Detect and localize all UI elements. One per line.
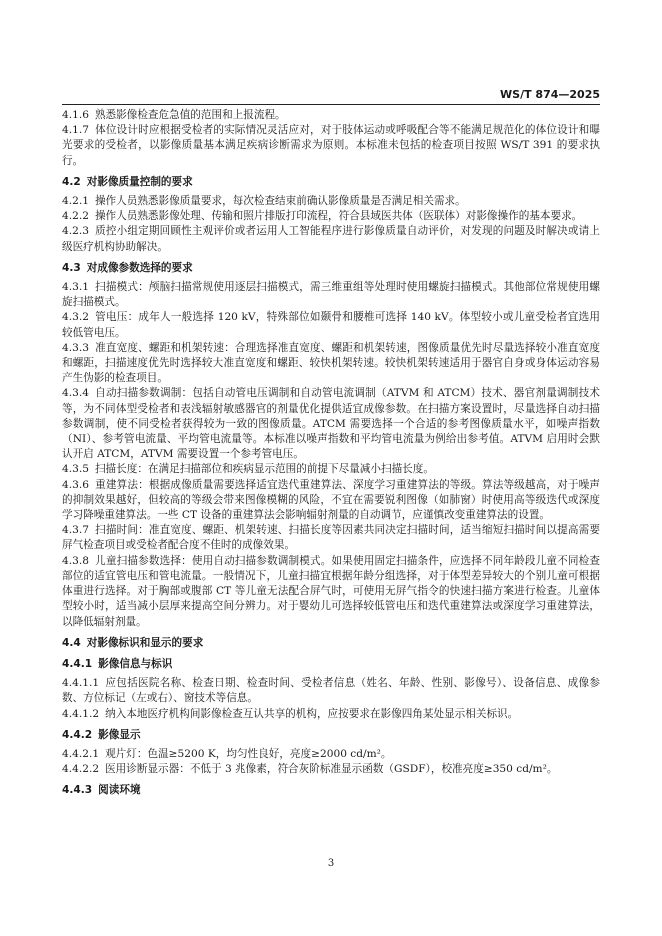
clause-paragraph <box>62 462 600 477</box>
clause-paragraph <box>62 194 600 209</box>
clause-paragraph <box>62 224 600 254</box>
clause-number: 4.4.1 <box>62 657 93 670</box>
clause-number: 4.1.6 <box>62 109 89 121</box>
clause-number: 4.3 <box>62 261 81 274</box>
clause-paragraph <box>62 676 600 706</box>
clause-number: 4.2.2 <box>62 210 89 223</box>
section-heading <box>62 261 600 276</box>
standard-code: WS/T 874—2025 <box>500 88 600 101</box>
clause-text: 影像显示 <box>98 728 141 741</box>
clause-text: 影像信息与标识 <box>98 657 173 670</box>
section-heading <box>62 783 600 798</box>
clause-text: 对影像质量控制的要求 <box>86 175 193 188</box>
clause-number: 4.3.8 <box>62 554 89 567</box>
clause-text: 医用诊断显示器：不低于 3 兆像素，符合灰阶标准显示函数（GSDF），校准亮度≥350 cd/m²。 <box>105 763 558 776</box>
clause-text: 扫描模式：颅脑扫描常规使用逐层扫描模式，需三维重组等处理时使用螺旋扫描模式。其他部位常规使用螺旋扫描模式。 <box>62 281 600 309</box>
clause-number: 4.2.3 <box>62 225 89 238</box>
clause-number: 4.4.2.1 <box>62 747 100 760</box>
header-rule <box>62 104 600 105</box>
clause-number: 4.3.3 <box>62 341 89 354</box>
clause-number: 4.3.6 <box>62 478 89 491</box>
section-heading <box>62 728 600 743</box>
clause-number: 4.3.1 <box>62 281 89 294</box>
clause-text: 自动扫描参数调制：包括自动管电压调制和自动管电流调制（ATVM 和 ATCM）技术、器官剂量调制技术等，为不同体型受检者和表浅辐射敏感器官的剂量优化提供适宜成像参数。在扫描方案设置时，尽量选择自动扫描参数调制，使不同受检者获得较为一致的图像质量。ATCM 需要选择一个合适的参考图像质量水平，如噪声指数（NI）、参考管电流量、平均管电流量等。本标准以噪声指数和平均管电流量为例给出参考值。ATVM 启用时会默认开启 ATCM，ATVM 需要设置一个参考管电压。 <box>62 387 600 461</box>
document-body <box>62 108 600 803</box>
clause-text: 操作人员熟悉影像质量要求，每次检查结束前确认影像质量是否满足相关需求。 <box>94 195 466 208</box>
clause-paragraph <box>62 123 600 169</box>
clause-text: 管电压：成年人一般选择 120 kV，特殊部位如颞骨和腰椎可选择 140 kV。体型较小或儿童受检者宜选用较低管电压。 <box>62 311 600 339</box>
clause-number: 4.4.1.2 <box>62 707 100 720</box>
clause-text: 体位设计时应根据受检者的实际情况灵活应对，对于肢体运动或呼吸配合等不能满足规范化的体位设计和曝光要求的受检者，以影像质量基本满足疾病诊断需求为原则。本标准未包括的检查项目按照 WS/T 391 的要求执行。 <box>62 124 600 167</box>
clause-paragraph <box>62 478 600 524</box>
clause-text: 扫描长度：在满足扫描部位和疾病显示范围的前提下尽量减小扫描长度。 <box>94 463 434 476</box>
clause-paragraph <box>62 108 600 123</box>
clause-number: 4.4.1.1 <box>62 677 100 690</box>
clause-text: 对影像标识和显示的要求 <box>86 636 204 649</box>
page-number: 3 <box>327 858 335 869</box>
clause-number: 4.3.2 <box>62 311 89 324</box>
clause-paragraph <box>62 209 600 224</box>
clause-paragraph <box>62 554 600 630</box>
clause-paragraph <box>62 280 600 310</box>
clause-number: 4.3.7 <box>62 524 89 537</box>
section-heading <box>62 175 600 190</box>
section-heading <box>62 636 600 651</box>
clause-number: 4.1.7 <box>62 124 89 137</box>
clause-number: 4.2.1 <box>62 195 89 208</box>
clause-paragraph <box>62 707 600 722</box>
clause-paragraph <box>62 310 600 340</box>
clause-number: 4.4.2 <box>62 728 93 741</box>
clause-number: 4.4 <box>62 636 81 649</box>
clause-text: 应包括医院名称、检查日期、检查时间、受检者信息（姓名、年龄、性别、影像号）、设备信息、成像参数、方位标记（左或右）、窗技术等信息。 <box>62 677 600 705</box>
section-heading <box>62 657 600 672</box>
clause-text: 质控小组定期回顾性主观评价或者运用人工智能程序进行影像质量自动评价，对发现的问题及时解决或请上级医疗机构协助解决。 <box>62 225 600 253</box>
clause-text: 操作人员熟悉影像处理、传输和照片排版打印流程，符合县域医共体（医联体）对影像操作的基本要求。 <box>94 210 583 223</box>
clause-number: 4.3.5 <box>62 463 89 476</box>
clause-number: 4.2 <box>62 175 81 188</box>
clause-paragraph <box>62 747 600 762</box>
clause-text: 观片灯：色温≥5200 K，均匀性良好，亮度≥2000 cd/m²。 <box>105 747 392 760</box>
clause-paragraph <box>62 523 600 553</box>
clause-paragraph <box>62 386 600 462</box>
clause-text: 儿童扫描参数选择：使用自动扫描参数调制模式。如果使用固定扫描条件，应选择不同年龄段儿童不同检查部位的适宜管电压和管电流量。一般情况下，儿童扫描宜根据年龄分组选择，对于体型差异较大的个别儿童可根据体重进行选择。对于胸部或腹部 CT 等儿童无法配合屏气时，可使用无屏气指令的快速扫描方案进行检查。儿童体型较小时，适当减小层厚来提高空间分辨力。对于婴幼儿可选择较低管电压和迭代重建算法或深度学习重建算法，以降低辐射剂量。 <box>62 554 600 628</box>
clause-text: 熟悉影像检查危急值的范围和上报流程。 <box>94 109 286 121</box>
clause-text: 对成像参数选择的要求 <box>86 261 193 274</box>
clause-text: 准直宽度、螺距和机架转速：合理选择准直宽度、螺距和机架转速，图像质量优先时尽量选择较小准直宽度和螺距，扫描速度优先时选择较大准直宽度和螺距、较快机架转速。较快机架转速适用于器官自身或身体运动容易产生伪影的检查项目。 <box>62 341 600 385</box>
clause-text: 扫描时间：准直宽度、螺距、机架转速、扫描长度等因素共同决定扫描时间，适当缩短扫描时间以提高需要屏气检查项目或受检者配合度不佳时的成像效果。 <box>62 524 600 552</box>
clause-text: 阅读环境 <box>98 784 141 797</box>
clause-text: 纳入本地医疗机构间影像检查互认共享的机构，应按要求在影像四角某处显示相关标识。 <box>105 707 519 720</box>
clause-number: 4.4.2.2 <box>62 763 100 776</box>
clause-number: 4.4.3 <box>62 784 93 797</box>
clause-paragraph <box>62 762 600 777</box>
clause-number: 4.3.4 <box>62 387 89 400</box>
clause-paragraph <box>62 341 600 387</box>
clause-text: 重建算法：根据成像质量需要选择适宜迭代重建算法、深度学习重建算法的等级。算法等级越高，对于噪声的抑制效果越好，但较高的等级会带来图像模糊的风险，不宜在需要锐利图像（如肺窗）时使用高等级迭代或深度学习降噪重建算法。一些 CT 设备的重建算法会影响辐射剂量的自动调节，应谨慎改变重建算法的设置。 <box>62 478 600 522</box>
